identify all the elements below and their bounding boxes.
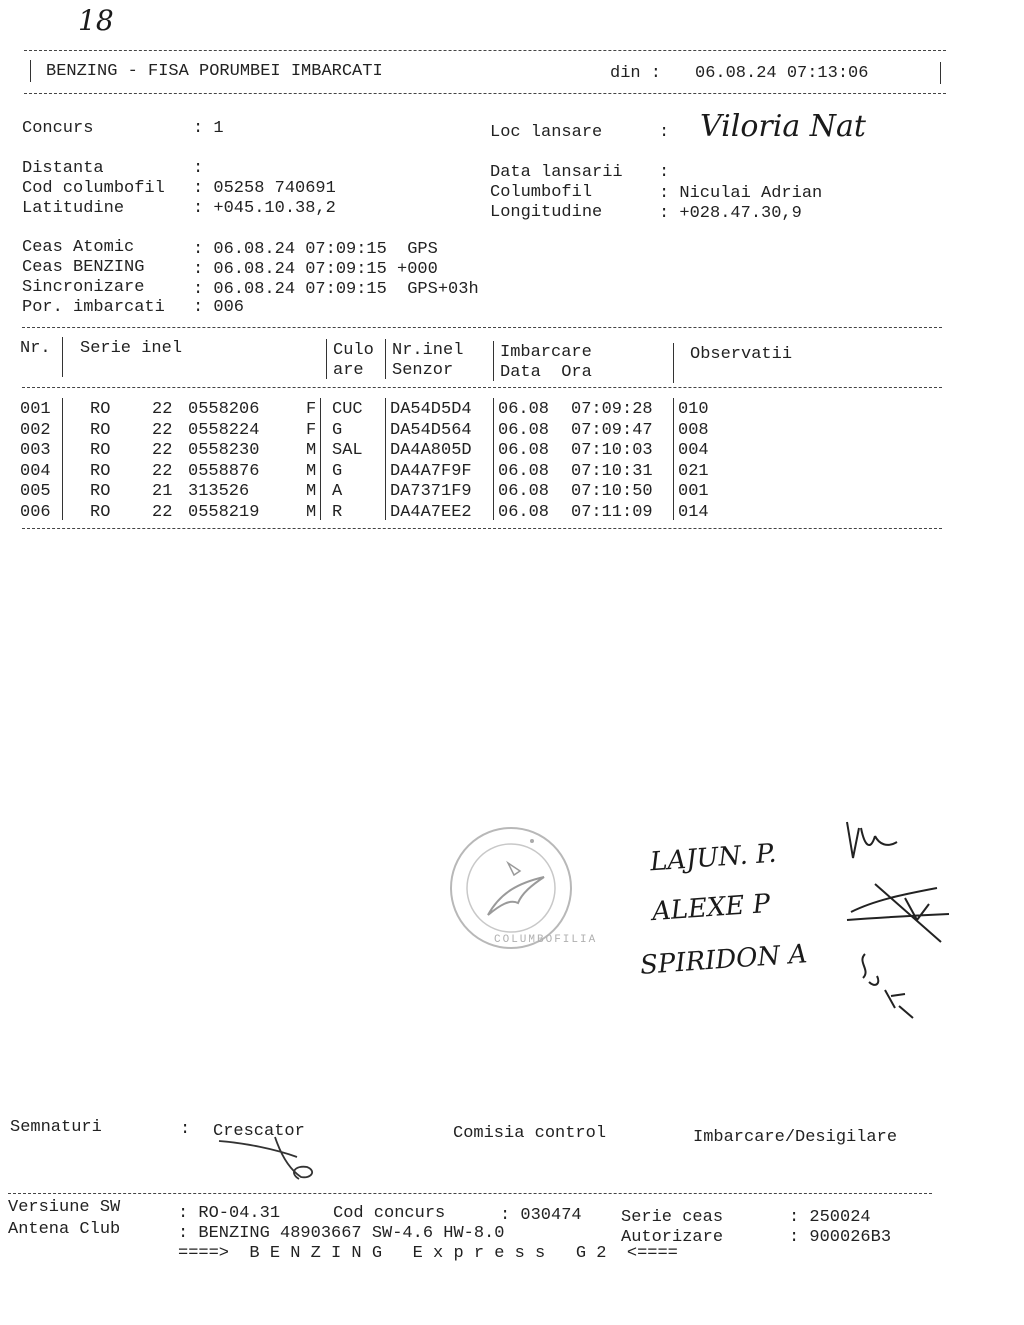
serie-ceas-label: Serie ceas	[621, 1208, 724, 1227]
header-bottom-rule	[24, 93, 946, 94]
cell-sex: M	[306, 503, 317, 522]
cell-color: G	[332, 421, 343, 440]
semnaturi-label: Semnaturi	[10, 1118, 102, 1137]
autorizare-label: Autorizare	[621, 1228, 724, 1247]
cell-number: 0558206	[188, 400, 260, 419]
col-header-nrinel-2: Senzor	[392, 361, 454, 380]
row-divider-1	[62, 398, 63, 520]
col-header-nr: Nr.	[20, 339, 51, 358]
cell-time: 07:11:09	[571, 503, 653, 522]
cell-date: 06.08	[498, 441, 550, 460]
footer-banner: ====> B E N Z I N G E x p r e s s G 2 <====	[178, 1244, 678, 1263]
latitudine-value: : +045.10.38,2	[193, 199, 336, 218]
imbarcare-desigilare-label: Imbarcare/Desigilare	[693, 1128, 898, 1147]
row-divider-4	[493, 398, 494, 520]
col-header-culoare-1: Culo	[333, 341, 374, 360]
table-header-rule	[22, 387, 942, 388]
cell-sensor: DA4A805D	[390, 441, 472, 460]
data-lansarii-value: :	[659, 163, 670, 182]
signature-scribble-2	[845, 880, 955, 950]
distanta-value: :	[193, 159, 204, 178]
columbofil-value: : Niculai Adrian	[659, 184, 823, 203]
cell-sex: M	[306, 482, 317, 501]
ceas-benzing-label: Ceas BENZING	[22, 258, 145, 277]
cell-year: 22	[152, 400, 173, 419]
ceas-benzing-value: : 06.08.24 07:09:15 +000	[193, 260, 438, 279]
cell-date: 06.08	[498, 421, 550, 440]
table-top-rule	[22, 327, 942, 328]
handwritten-name: SPIRIDON A	[639, 939, 809, 981]
cod-concurs-label: Cod concurs	[333, 1204, 446, 1223]
cell-date: 06.08	[498, 462, 550, 481]
row-divider-5	[673, 398, 674, 520]
cell-sex: F	[306, 421, 317, 440]
cell-year: 22	[152, 462, 173, 481]
loc-lansare-label: Loc lansare	[490, 123, 603, 142]
loc-lansare-sep: :	[659, 123, 670, 142]
cell-obs: 014	[678, 503, 709, 522]
sincronizare-value: : 06.08.24 07:09:15 GPS+03h	[193, 280, 479, 299]
cell-nr: 006	[20, 503, 51, 522]
header-datetime: 06.08.24 07:13:06	[695, 64, 869, 83]
stamp-text: COLUMBOFILIA	[494, 934, 598, 946]
cod-columbofil-label: Cod columbofil	[22, 179, 165, 198]
cell-time: 07:09:28	[571, 400, 653, 419]
versiune-value: : RO-04.31	[178, 1204, 281, 1223]
cell-year: 22	[152, 421, 173, 440]
table-bottom-rule	[22, 528, 942, 529]
header-top-rule	[24, 50, 946, 51]
cell-number: 0558876	[188, 462, 260, 481]
cell-date: 06.08	[498, 503, 550, 522]
cell-color: A	[332, 482, 343, 501]
cell-year: 22	[152, 503, 173, 522]
cell-sex: F	[306, 400, 317, 419]
cell-sensor: DA7371F9	[390, 482, 472, 501]
cell-nr: 003	[20, 441, 51, 460]
cell-time: 07:10:03	[571, 441, 653, 460]
autorizare-value: : 900026B3	[789, 1228, 892, 1247]
cell-date: 06.08	[498, 400, 550, 419]
header-divider-1	[62, 337, 63, 377]
cell-year: 21	[152, 482, 173, 501]
semnaturi-sep: :	[180, 1120, 191, 1139]
cell-nr: 004	[20, 462, 51, 481]
header-divider-4	[493, 341, 494, 381]
cell-date: 06.08	[498, 482, 550, 501]
signature-scribble-3	[855, 948, 925, 1020]
cell-obs: 001	[678, 482, 709, 501]
col-header-culoare-2: are	[333, 361, 364, 380]
cell-sensor: DA54D5D4	[390, 400, 472, 419]
longitudine-value: : +028.47.30,9	[659, 204, 802, 223]
col-header-imbarcare-2: Data Ora	[500, 363, 592, 382]
cell-country: RO	[90, 462, 111, 481]
data-lansarii-label: Data lansarii	[490, 163, 623, 182]
cell-sensor: DA4A7EE2	[390, 503, 472, 522]
cell-color: R	[332, 503, 343, 522]
row-divider-3	[385, 398, 386, 520]
cell-number: 0558230	[188, 441, 260, 460]
serie-ceas-value: : 250024	[789, 1208, 871, 1227]
sincronizare-label: Sincronizare	[22, 278, 145, 297]
cell-color: CUC	[332, 400, 363, 419]
handwritten-name: ALEXE P	[651, 888, 772, 928]
columbofil-label: Columbofil	[490, 183, 593, 202]
antena-value: : BENZING 48903667 SW-4.6 HW-8.0	[178, 1224, 505, 1243]
header-divider-2	[326, 339, 327, 379]
header-din-label: din :	[610, 64, 662, 83]
cell-color: SAL	[332, 441, 363, 460]
antena-label: Antena Club	[8, 1220, 121, 1239]
ceas-atomic-label: Ceas Atomic	[22, 238, 135, 257]
crescator-signature	[215, 1135, 325, 1185]
cell-country: RO	[90, 441, 111, 460]
concurs-value: : 1	[193, 119, 224, 138]
col-header-serie: Serie inel	[80, 339, 183, 358]
col-header-observatii: Observatii	[690, 345, 793, 364]
row-divider-2	[320, 398, 321, 520]
cell-sensor: DA54D564	[390, 421, 472, 440]
longitudine-label: Longitudine	[490, 203, 603, 222]
cell-sex: M	[306, 462, 317, 481]
por-imbarcati-value: : 006	[193, 298, 245, 317]
crescator-label: Crescator	[213, 1122, 305, 1141]
cod-concurs-value: : 030474	[500, 1206, 582, 1225]
header-left-bar	[30, 60, 31, 82]
cell-obs: 004	[678, 441, 709, 460]
versiune-label: Versiune SW	[8, 1198, 121, 1217]
cell-sex: M	[306, 441, 317, 460]
handwritten-name: LAJUN. P.	[649, 838, 778, 878]
col-header-imbarcare-1: Imbarcare	[500, 343, 592, 362]
cell-nr: 001	[20, 400, 51, 419]
cell-year: 22	[152, 441, 173, 460]
signature-scribble-1	[845, 818, 915, 868]
cell-number: 313526	[188, 482, 250, 501]
header-title: BENZING - FISA PORUMBEI IMBARCATI	[46, 62, 383, 81]
page-number: 18	[78, 4, 114, 37]
distanta-label: Distanta	[22, 159, 104, 178]
ceas-atomic-value: : 06.08.24 07:09:15 GPS	[193, 240, 438, 259]
footer-rule	[8, 1193, 932, 1194]
comisia-label: Comisia control	[453, 1124, 607, 1143]
header-divider-5	[673, 343, 674, 383]
cell-country: RO	[90, 482, 111, 501]
cell-number: 0558219	[188, 503, 260, 522]
latitudine-label: Latitudine	[22, 199, 125, 218]
por-imbarcati-label: Por. imbarcati	[22, 298, 165, 317]
cell-time: 07:10:31	[571, 462, 653, 481]
cell-country: RO	[90, 421, 111, 440]
cod-columbofil-value: : 05258 740691	[193, 179, 336, 198]
cell-nr: 002	[20, 421, 51, 440]
concurs-label: Concurs	[22, 119, 94, 138]
loc-lansare-value: Viloria Nat	[700, 109, 866, 144]
cell-sensor: DA4A7F9F	[390, 462, 472, 481]
cell-nr: 005	[20, 482, 51, 501]
header-divider-3	[385, 339, 386, 379]
cell-number: 0558224	[188, 421, 260, 440]
col-header-nrinel-1: Nr.inel	[392, 341, 464, 360]
cell-country: RO	[90, 503, 111, 522]
header-right-bar	[940, 62, 941, 84]
cell-obs: 021	[678, 462, 709, 481]
cell-time: 07:09:47	[571, 421, 653, 440]
cell-obs: 010	[678, 400, 709, 419]
cell-obs: 008	[678, 421, 709, 440]
cell-time: 07:10:50	[571, 482, 653, 501]
cell-country: RO	[90, 400, 111, 419]
cell-color: G	[332, 462, 343, 481]
